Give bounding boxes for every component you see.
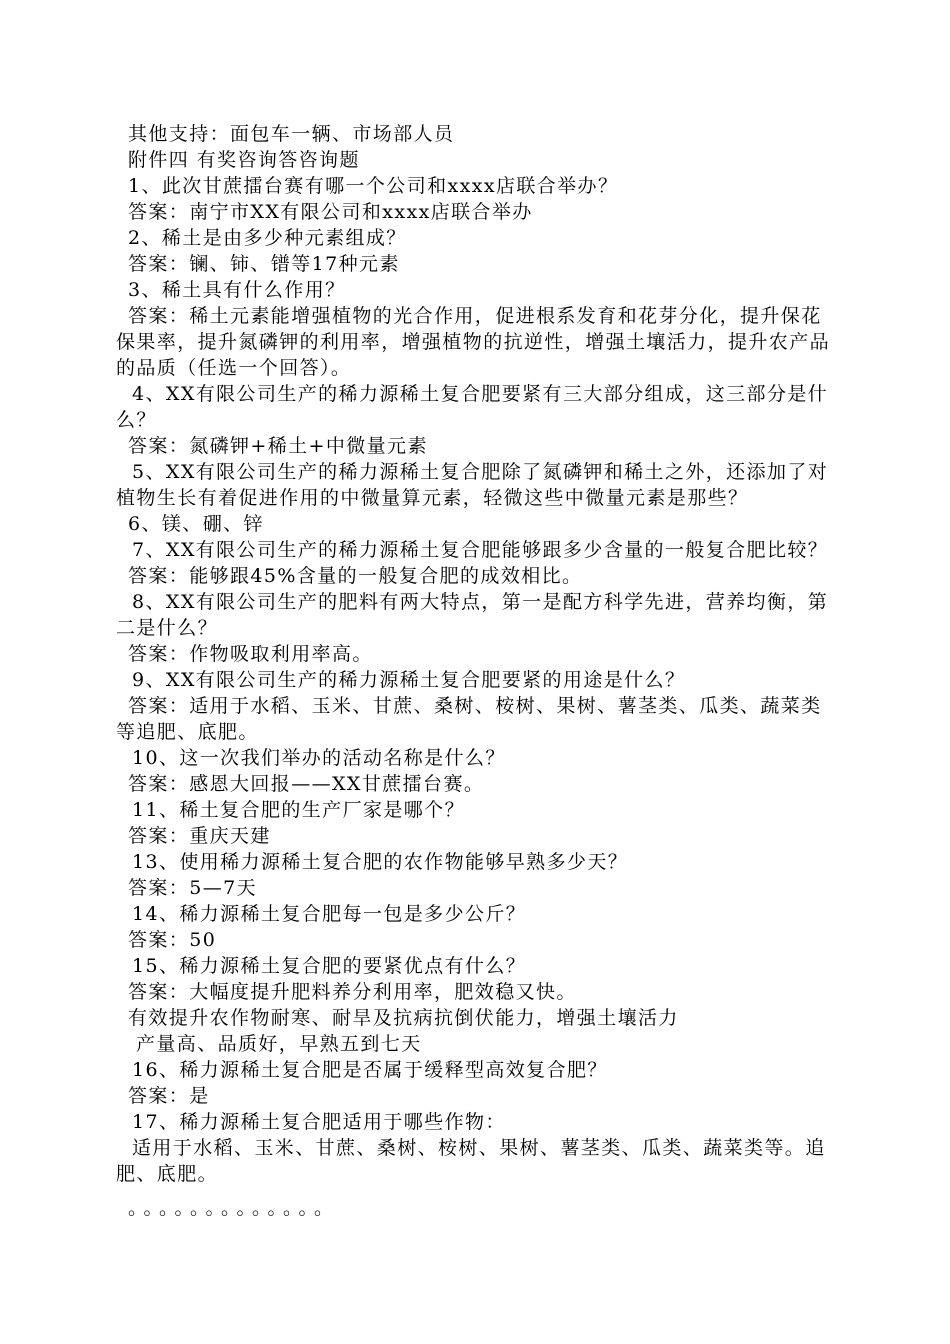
question-8: 8、XX有限公司生产的肥料有两大特点，第一是配方科学先进，营养均衡，第二是什么？: [116, 591, 829, 639]
question-10: 10、这一次我们举办的活动名称是什么？: [132, 747, 506, 769]
question-3: 3、稀土具有什么作用？: [128, 279, 346, 301]
answer-5: 6、镁、硼、锌: [128, 513, 264, 535]
answer-14: 答案：50: [128, 929, 217, 951]
answer-4: 答案：氮磷钾+稀土+中微量元素: [128, 435, 428, 457]
answer-11: 答案：重庆天建: [128, 825, 271, 847]
text-line-other-support: 其他支持：面包车一辆、市场部人员: [128, 123, 455, 145]
answer-13: 答案：5—7天: [128, 877, 257, 899]
question-16: 16、稀力源稀土复合肥是否属于缓释型高效复合肥？: [132, 1059, 608, 1081]
question-11: 11、稀土复合肥的生产厂家是哪个？: [132, 799, 465, 821]
answer-9: 答案：适用于水稻、玉米、甘蔗、桑树、桉树、果树、薯茎类、瓜类、蔬菜类等追肥、底肥。: [116, 695, 822, 743]
answer-1: 答案：南宁市XX有限公司和xxxx店联合举办: [128, 201, 533, 223]
answer-7: 答案：能够跟45%含量的一般复合肥的成效相比。: [128, 565, 583, 587]
answer-16: 答案：是: [128, 1085, 210, 1107]
text-line-appendix-title: 附件四 有奖咨询答咨询题: [128, 149, 360, 171]
answer-15: 答案：大幅度提升肥料养分利用率，肥效稳又快。: [128, 981, 577, 1003]
answer-10: 答案：感恩大回报——XX甘蔗擂台赛。: [128, 773, 485, 795]
answer-8: 答案：作物吸取利用率高。: [128, 643, 373, 665]
question-9: 9、XX有限公司生产的稀力源稀土复合肥要紧的用途是什么？: [132, 669, 686, 691]
question-1: 1、此次甘蔗擂台赛有哪一个公司和xxxx店联合举办？: [128, 175, 619, 197]
question-4: 4、XX有限公司生产的稀力源稀土复合肥要紧有三大部分组成，这三部分是什么？: [116, 383, 829, 431]
trailing-dots: 。。。。。。。。。。。。。: [128, 1197, 340, 1219]
question-13: 13、使用稀力源稀土复合肥的农作物能够早熟多少天？: [132, 851, 629, 873]
question-17: 17、稀力源稀土复合肥适用于哪些作物：: [132, 1111, 506, 1133]
answer-2: 答案：镧、铈、镨等17种元素: [128, 253, 400, 275]
answer-15-line-2: 有效提升农作物耐寒、耐旱及抗病抗倒伏能力，增强土壤活力: [128, 1007, 679, 1029]
question-2: 2、稀土是由多少种元素组成？: [128, 227, 407, 249]
question-5: 5、XX有限公司生产的稀力源稀土复合肥除了氮磷钾和稀土之外，还添加了对植物生长有着促进作用的中微量算元素，轻微这些中微量元素是那些？: [116, 461, 829, 509]
question-7: 7、XX有限公司生产的稀力源稀土复合肥能够跟多少含量的一般复合肥比较？: [132, 539, 829, 561]
question-15: 15、稀力源稀土复合肥的要紧优点有什么？: [132, 955, 527, 977]
answer-15-line-3: 产量高、品质好，早熟五到七天: [136, 1033, 422, 1055]
question-14: 14、稀力源稀土复合肥每一包是多少公斤？: [132, 903, 527, 925]
answer-17: 适用于水稻、玉米、甘蔗、桑树、桉树、果树、薯茎类、瓜类、蔬菜类等。追肥、底肥。: [116, 1137, 826, 1185]
document-body: [116, 121, 834, 1221]
answer-3: 答案：稀土元素能增强植物的光合作用，促进根系发育和花芽分化，提升保花保果率，提升氮磷钾的利用率，增强植物的抗逆性，增强土壤活力，提升农产品的品质（任选一个回答）。: [116, 305, 831, 379]
